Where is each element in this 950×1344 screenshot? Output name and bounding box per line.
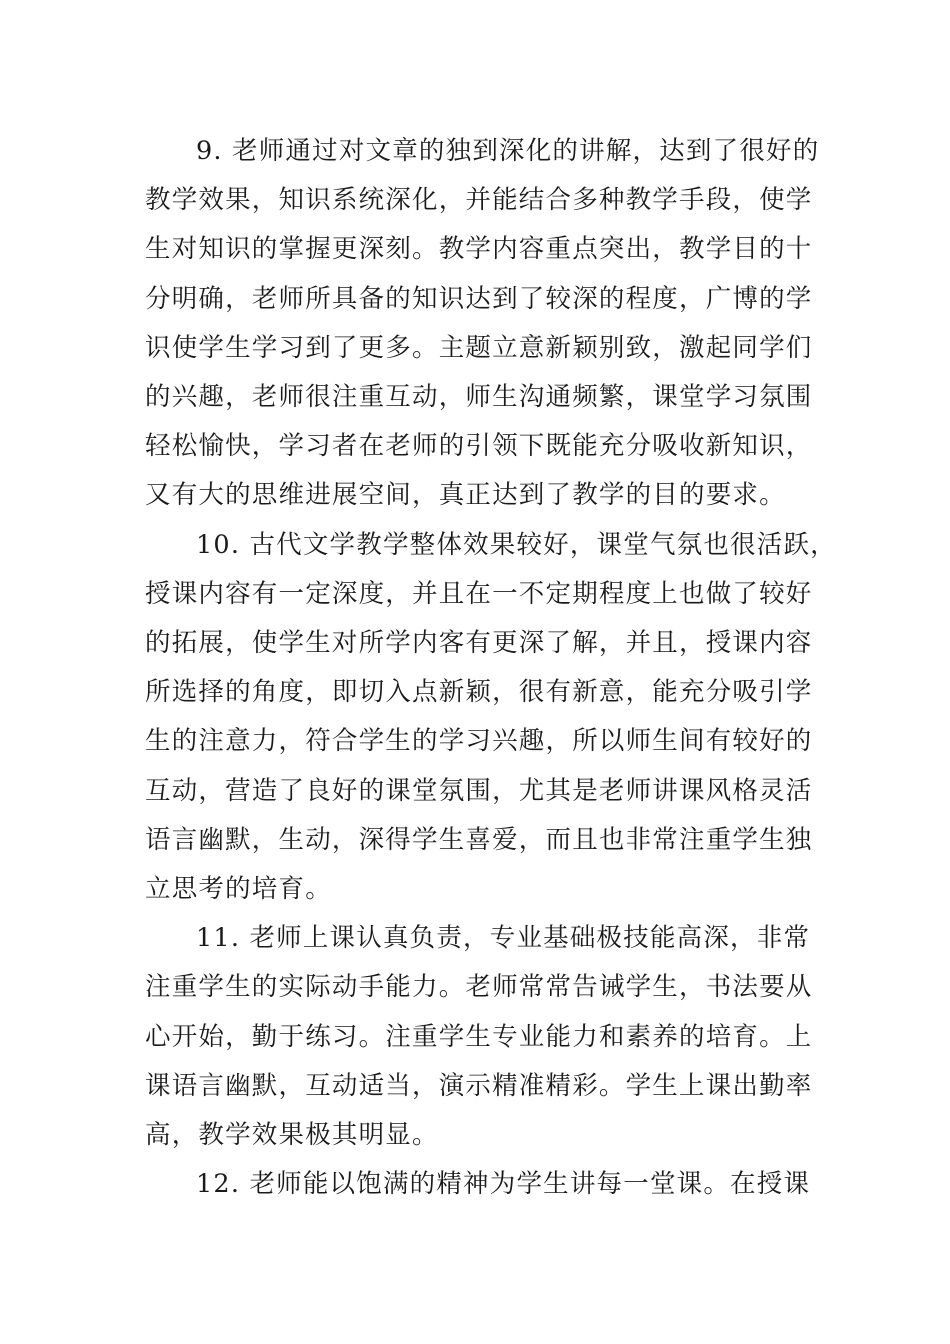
document-body	[145, 127, 837, 1209]
text-line: 识使学生学习到了更多。主题立意新颖别致，激起同学们	[145, 332, 813, 363]
text-line: 生的注意力，符合学生的学习兴趣，所以师生间有较好的	[145, 726, 813, 757]
text-line: 轻松愉快，学习者在老师的引领下既能充分吸收新知识，	[145, 431, 813, 462]
text-line: 又有大的思维进展空间，真正达到了教学的目的要求。	[145, 480, 786, 511]
text-line: 注重学生的实际动手能力。老师常常告诫学生，书法要从	[145, 972, 813, 1003]
text-line: 的拓展，使学生对所学内客有更深了解，并且，授课内容	[145, 628, 813, 659]
paragraph-11	[145, 914, 813, 1160]
text-line: 课语言幽默，互动适当，演示精准精彩。学生上课出勤率	[145, 1070, 813, 1101]
paragraph-9	[145, 127, 820, 521]
text-line: 授课内容有一定深度，并且在一不定期程度上也做了较好	[145, 578, 813, 609]
paragraph-12	[145, 1160, 810, 1209]
text-line: 高，教学效果极其明显。	[145, 1120, 439, 1151]
text-line: 12. 老师能以饱满的精神为学生讲每一堂课。在授课	[196, 1169, 811, 1200]
text-line: 9. 老师通过对文章的独到深化的讲解，达到了很好的	[196, 136, 820, 166]
paragraph-10	[145, 521, 837, 915]
text-line: 互动，营造了良好的课堂氛围，尤其是老师讲课风格灵活	[145, 775, 813, 806]
text-line: 10. 古代文学教学整体效果较好，课堂气氛也很活跃，	[196, 529, 837, 560]
text-line: 分明确，老师所具备的知识达到了较深的程度，广博的学	[145, 283, 813, 314]
text-line: 立思考的培育。	[145, 874, 332, 905]
text-line: 语言幽默，生动，深得学生喜爱，而且也非常注重学生独	[145, 824, 813, 855]
text-line: 11. 老师上课认真负责，专业基础极技能高深，非常	[196, 923, 811, 954]
text-line: 教学效果，知识系统深化，并能结合多种教学手段，使学	[145, 185, 813, 216]
text-line: 生对知识的掌握更深刻。教学内容重点突出，教学目的十	[145, 234, 813, 265]
text-line: 所选择的角度，即切入点新颖，很有新意，能充分吸引学	[145, 677, 813, 708]
text-line: 心开始，勤于练习。注重学生专业能力和素养的培育。上	[145, 1021, 813, 1052]
text-line: 的兴趣，老师很注重互动，师生沟通频繁，课堂学习氛围	[145, 382, 813, 413]
